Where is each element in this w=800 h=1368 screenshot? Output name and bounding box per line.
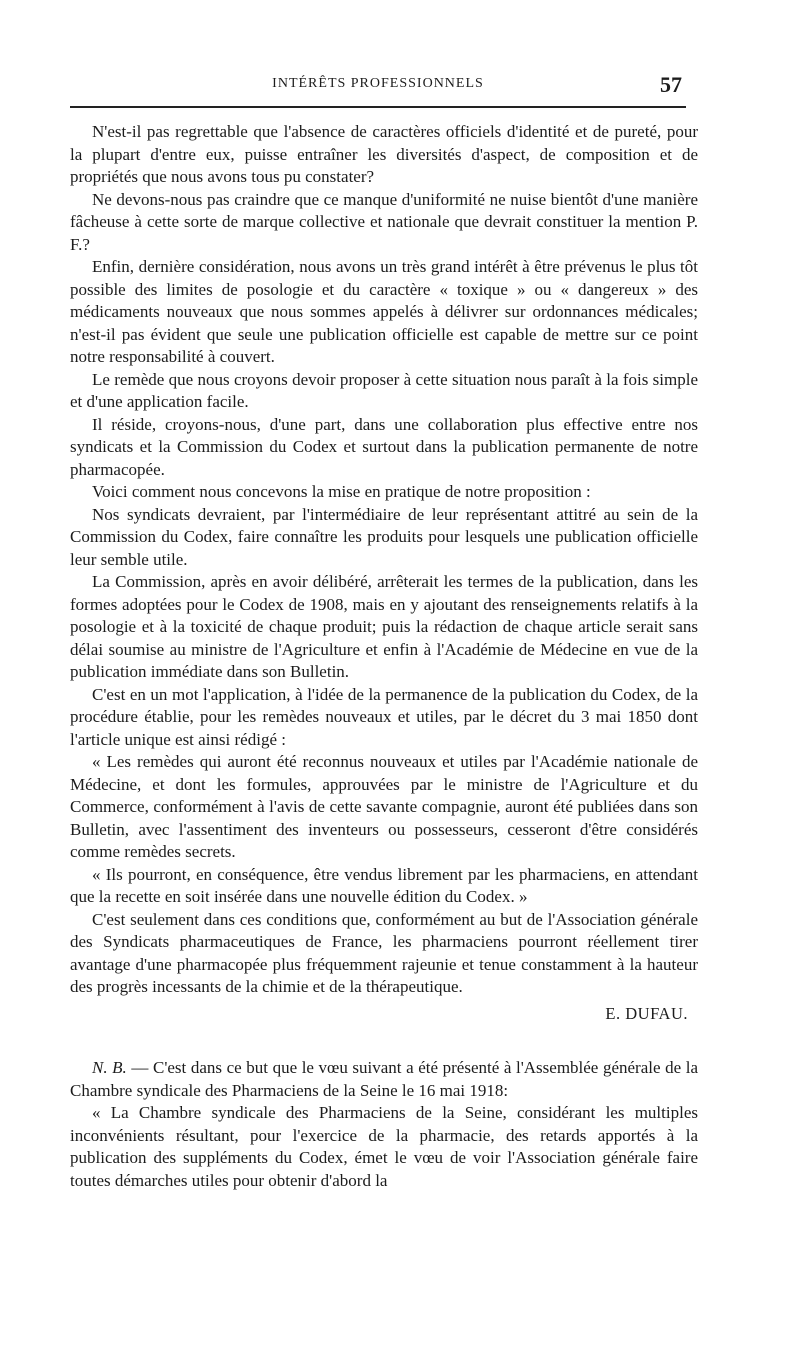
paragraph: « Ils pourront, en conséquence, être vendus librement par les pharmaciens, en attendant que la recette en soit insérée dans une nouvelle édition du Codex. » [70,864,698,906]
paragraph: Il réside, croyons-nous, d'une part, dans une collaboration plus effective entre nos syndicats et la Commission du Codex et surtout dans la publication permanente de notre pharmacopée. [70,414,698,479]
running-title: INTÉRÊTS PROFESSIONNELS [272,76,484,91]
paragraph: C'est seulement dans ces conditions que, conformément au but de l'Association générale des Syndicats pharmaceutiques de France, les pharmaciens pourront réellement tirer avantage d'une pharmacopée plus fréquemment rajeunie et tenue constamment à la hauteur des progrès incessants de la chimie et de la thérapeutique. [70,909,698,996]
paragraph: Ne devons-nous pas craindre que ce manque d'uniformité ne nuise bientôt d'une manière fâcheuse à cette sorte de marque collective et nationale que devrait constituer la mention P. F.? [70,189,698,254]
nota-bene-text: — C'est dans ce but que le vœu suivant a été présenté à l'Assemblée générale de la Chambre syndicale des Pharmaciens de la Seine le 16 mai 1918: [70,1058,698,1100]
author-signature: E. DUFAU. [605,1003,688,1023]
header-rule [70,106,686,108]
paragraph: Nos syndicats devraient, par l'intermédiaire de leur représentant attitré au sein de la Commission du Codex, faire connaître les produits pour lesquels une publication officielle leur semble utile. [70,504,698,569]
nota-bene [70,1057,698,1102]
section-spacer [70,1025,698,1057]
nota-bene-label: N. B. [92,1058,127,1077]
paragraph: Enfin, dernière considération, nous avons un très grand intérêt à être prévenus le plus tôt possible des limites de posologie et du caractère « toxique » ou « dangereux » des médicaments nouveaux que nous sommes appelés à délivrer sur ordonnances médicales; n'est-il pas évident que seule une publication officielle est capable de mettre sur ce point notre responsabilité à couvert. [70,257,698,366]
paragraph: Voici comment nous concevons la mise en pratique de notre proposition : [92,482,591,501]
paragraph: N'est-il pas regrettable que l'absence de caractères officiels d'identité et de pureté, pour la plupart d'entre eux, puisse entraîner les diversités d'aspect, de composition et de propriétés que nous avons tous pu constater? [70,122,698,186]
page-header [70,72,686,102]
paragraph: Le remède que nous croyons devoir proposer à cette situation nous paraît à la fois simple et d'une application facile. [70,369,698,411]
paragraph: C'est en un mot l'application, à l'idée de la permanence de la publication du Codex, de la procédure établie, pour les remèdes nouveaux et utiles, par le décret du 3 mai 1850 dont l'article unique est ainsi rédigé : [70,684,698,749]
nota-bene-quote: « La Chambre syndicale des Pharmaciens de la Seine, considérant les multiples inconvénients résultant, pour l'exercice de la pharmacie, des retards apportés à la publication des suppléments du Codex, émet le vœu de voir l'Association générale faire toutes démarches utiles pour obtenir d'abord la [70,1103,698,1190]
article-body [70,121,698,1192]
page-number: 57 [660,72,682,97]
paragraph: « Les remèdes qui auront été reconnus nouveaux et utiles par l'Académie nationale de Médecine, et dont les formules, approuvées par le ministre de l'Agriculture et du Commerce, conformément à l'avis de cette savante compagnie, auront été publiées dans son Bulletin, avec l'assentiment des inventeurs ou possesseurs, cesseront d'être considérés comme remèdes secrets. [70,752,698,861]
paragraph: La Commission, après en avoir délibéré, arrêterait les termes de la publication, dans les formes adoptées pour le Codex de 1908, mais en y ajoutant des renseignements relatifs à la posologie et à la toxicité de chaque produit; puis la rédaction de chaque article serait sans délai soumise au ministre de l'Agriculture et enfin à l'Académie de Médecine en vue de la publication immédiate dans son Bulletin. [70,572,698,681]
